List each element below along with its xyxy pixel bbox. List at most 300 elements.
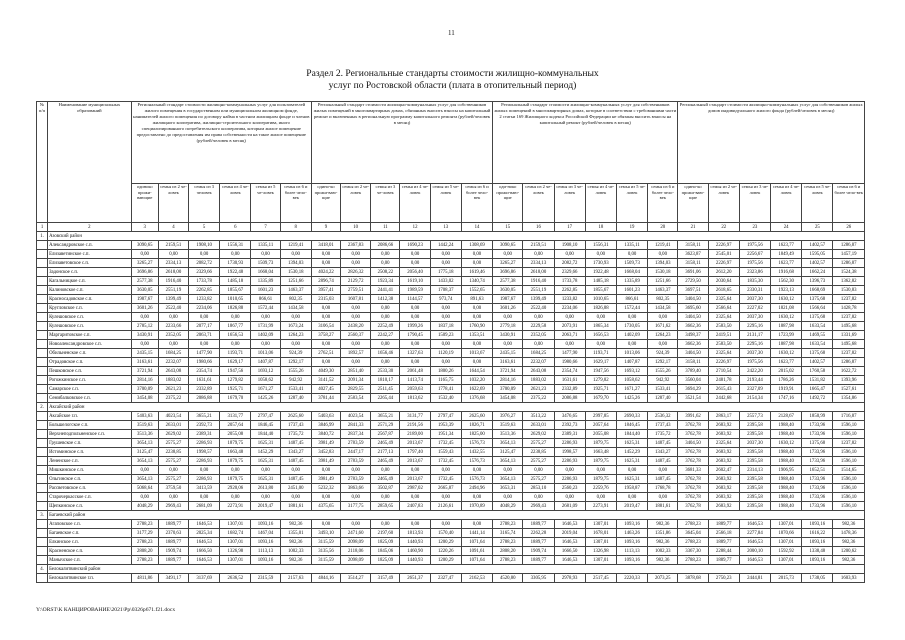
municipality-name: Красненское с.п. [48,547,132,556]
value-cell: 2788,23 [678,556,708,565]
value-cell: 1625,31 [251,439,280,448]
value-cell: 0,00 [158,466,188,475]
value-cell: 2037,30 [739,295,770,304]
value-cell: 3762,78 [678,475,708,484]
value-cell: 1596,10 [833,430,865,439]
value-cell: 1233,82 [554,295,585,304]
value-cell: 0,00 [251,250,280,259]
row-number-cell [37,295,48,304]
row-number-cell [37,529,48,538]
value-cell: 2575,27 [523,439,554,448]
municipality-name: Кулешовское с.п. [48,313,132,322]
value-cell: 1576,73 [461,475,492,484]
value-cell: 2629,02 [523,430,554,439]
value-cell: 0,00 [311,259,340,268]
value-cell: 1220,26 [430,547,461,556]
value-cell: 1947,56 [585,367,616,376]
value-cell: 2566,64 [708,304,739,313]
value-cell: 1625,31 [251,475,280,484]
value-cell: 2683,92 [708,475,739,484]
value-cell: 1855,67 [585,286,616,295]
value-cell: 1375,68 [802,295,833,304]
value-cell: 2575,27 [523,457,554,466]
value-cell: 2037,30 [739,349,770,358]
table-row [37,547,865,556]
column-number-cell: 20 [648,223,678,232]
value-cell: 0,00 [554,340,585,349]
municipality-name: Агаповское с.п. [48,520,132,529]
header-group-4: Региональный стандарт стоимости жилищно-коммунальных услуг для собственников жилых домов индивидуального жилого фонда (рублей/человек в месяц) [678,102,865,184]
value-cell: 4023,54 [341,412,371,421]
table-row [37,268,865,277]
value-cell: 1837,18 [430,322,461,331]
value-cell: 1732,45 [430,475,461,484]
value-cell: 1595,05 [802,250,833,259]
value-cell: 1487,45 [280,457,311,466]
value-cell: 1514,65 [833,466,865,475]
subheader-cell: семья из 4 че-ловек [585,184,616,223]
value-cell: 2118,06 [341,547,371,556]
value-cell: 2465,49 [371,475,400,484]
value-cell: 1307,01 [771,538,802,547]
row-number-cell [37,358,48,367]
value-cell: 0,00 [189,493,220,502]
value-cell: 1673,24 [280,322,311,331]
value-cell: 2162,53 [461,574,492,583]
value-cell: 1326,98 [220,547,251,556]
value-cell: 1570,40 [430,529,461,538]
value-cell: 0,00 [341,466,371,475]
value-cell: 1286,87 [833,358,865,367]
value-cell: 3493,10 [311,529,340,538]
value-cell: 1988,40 [771,502,802,511]
value-cell: 1394,03 [280,259,311,268]
value-cell: 3662,36 [678,322,708,331]
value-cell: 2277,84 [739,529,770,538]
value-cell: 2395,58 [739,493,770,502]
value-cell: 1402,57 [802,259,833,268]
value-cell: 0,00 [371,340,400,349]
value-cell: 0,00 [400,493,430,502]
value-cell: 1909,74 [158,547,188,556]
value-cell: 3158,11 [678,259,708,268]
value-cell: 2683,92 [708,430,739,439]
value-cell: 1556,31 [585,241,616,250]
value-cell: 3781,44 [311,394,340,403]
value-cell: 2157,63 [280,574,311,583]
value-cell: 2352,05 [523,331,554,340]
value-cell: 1485,18 [585,277,616,286]
value-cell: 1879,75 [220,475,251,484]
value-cell: 3560,04 [678,376,708,385]
value-cell: 2481,78 [708,376,739,385]
value-cell: 1596,10 [833,448,865,457]
row-number-cell [37,538,48,547]
value-cell: 0,00 [311,313,340,322]
value-cell: 1566,64 [802,304,833,313]
value-cell: 0,00 [430,358,461,367]
value-cell: 2710,54 [708,367,739,376]
row-number-cell [37,304,48,313]
value-cell: 2602,47 [708,466,739,475]
document-title [255,68,650,92]
value-cell: 4844,16 [311,574,340,583]
value-cell: 3305,95 [523,574,554,583]
value-cell: 3654,13 [131,475,158,484]
section-number: 1. [37,232,48,241]
subheader-cell: семья из 4 че-ловек [220,184,251,223]
value-cell: 0,00 [616,313,647,322]
value-cell: 4048,29 [131,502,158,511]
row-number-cell [37,331,48,340]
value-cell: 2863,17 [708,412,739,421]
page-number: 11 [448,29,455,37]
value-cell: 1463,37 [280,286,311,295]
value-cell: 1849,49 [771,250,802,259]
value-cell: 0,00 [430,466,461,475]
table-row [37,358,865,367]
value-cell: 1353,51 [461,331,492,340]
column-number-cell: 3 [131,223,158,232]
value-cell: 1731,99 [251,322,280,331]
footer-file-path: Y:\ORST\K КАНЦИРОВАНИЕ\2021\Pp\0326p671.f21.docx [36,607,176,613]
municipality-name: Аксайское г.п. [48,412,132,421]
value-cell: 1093,16 [802,538,833,547]
value-cell: 2295,16 [739,322,770,331]
value-cell: 1530,18 [648,268,678,277]
value-cell: 1343,27 [280,448,311,457]
value-cell: 3115,59 [311,556,340,565]
value-cell: 1988,40 [771,475,802,484]
value-cell: 1723,99 [771,331,802,340]
value-cell: 1631,61 [554,376,585,385]
value-cell: 2837,34 [341,430,371,439]
value-cell: 3514,27 [341,574,371,583]
value-cell: 1684,25 [158,349,188,358]
value-cell: 1684,25 [523,349,554,358]
value-cell: 1845,06 [371,547,400,556]
value-cell: 3513,36 [131,430,158,439]
value-cell: 2086,88 [189,394,220,403]
value-cell: 2665,87 [430,484,461,493]
value-cell: 1562,30 [771,277,802,286]
value-cell: 0,00 [523,340,554,349]
municipality-name: Семибалковское с.п. [48,394,132,403]
value-cell: 2629,02 [158,430,188,439]
value-cell: 2788,23 [131,556,158,565]
value-cell: 982,36 [280,520,311,529]
section-row [37,403,865,412]
value-cell: 1889,77 [523,538,554,547]
value-cell: 2129,72 [341,277,371,286]
value-cell: 0,00 [280,250,311,259]
value-cell: 1975,56 [739,241,770,250]
table-row [37,394,865,403]
value-cell: 3265,27 [493,259,523,268]
value-cell: 2055,08 [585,430,616,439]
value-cell: 0,00 [371,520,400,529]
value-cell: 3367,30 [678,547,708,556]
value-cell: 2494,96 [461,484,492,493]
value-cell: 3789,40 [678,367,708,376]
value-cell: 1733,96 [802,502,833,511]
value-cell: 1032,20 [461,376,492,385]
value-cell: 1432,55 [461,448,492,457]
value-cell: 2325,64 [708,295,739,304]
value-cell: 0,00 [371,250,400,259]
value-cell: 0,00 [189,466,220,475]
table-row [37,538,865,547]
value-cell: 2536,32 [648,412,678,421]
value-cell: 3721,94 [493,367,523,376]
value-cell: 3165,74 [493,529,523,538]
value-cell: 1887,98 [771,322,802,331]
value-cell: 3404,50 [678,313,708,322]
value-cell: 1889,77 [158,556,188,565]
column-number-cell: 22 [708,223,739,232]
value-cell: 2683,92 [708,448,739,457]
value-cell: 1732,45 [430,457,461,466]
value-cell: 982,36 [648,556,678,565]
header-group-2: Региональный стандарт стоимости жилищно-коммунальных услуг для собственников жилых помещений в многоквартирных домах, обязанных вносить взносы на капитальный ремонт и включенных в региональную программу капитального ремонта (рублей/человек в месяц) [311,102,492,184]
value-cell: 2323,86 [739,268,770,277]
value-cell: 1922,48 [585,268,616,277]
value-cell: 0,00 [585,466,616,475]
value-cell: 1441,14 [461,529,492,538]
table-row [37,430,865,439]
value-cell: 2643,08 [523,367,554,376]
value-cell: 2392,73 [554,421,585,430]
value-cell: 1646,53 [189,538,220,547]
value-cell: 1399,49 [523,295,554,304]
subheader-cell: семья из 3 че-ловек [554,184,585,223]
value-cell: 1919,91 [771,385,802,394]
value-cell: 2451,00 [280,484,311,493]
value-cell: 3762,78 [678,448,708,457]
value-cell: 3645,04 [678,529,708,538]
value-cell: 1093,16 [616,520,647,529]
value-cell: 2978,93 [554,574,585,583]
value-cell: 2082,72 [189,259,220,268]
table-row [37,502,865,511]
value-cell: 1572,44 [251,304,280,313]
value-cell: 924,39 [280,349,311,358]
value-cell: 1286,87 [833,241,865,250]
table-row [37,448,865,457]
value-cell: 1733,96 [802,475,833,484]
value-cell: 0,00 [251,493,280,502]
value-cell: 0,00 [493,466,523,475]
value-cell: 1925,71 [220,385,251,394]
value-cell: 1596,10 [833,457,865,466]
value-cell: 1394,03 [648,259,678,268]
value-cell: 3158,11 [678,241,708,250]
value-cell: 3090,65 [131,241,158,250]
value-cell: 2551,19 [523,286,554,295]
subheader-cell: семья из 4 че-ловек [400,184,430,223]
value-cell: 2783,59 [341,439,371,448]
value-cell: 2633,01 [523,421,554,430]
value-cell: 1492,72 [802,394,833,403]
value-cell: 2073,91 [554,322,585,331]
value-cell: 1335,11 [616,241,647,250]
value-cell: 1477,90 [554,349,585,358]
value-cell: 1442,24 [430,241,461,250]
row-number-cell [37,250,48,259]
value-cell: 1953,39 [430,421,461,430]
value-cell: 1825,00 [461,430,492,439]
municipality-name: Елкинское с.п. [48,538,132,547]
value-cell: 802,35 [280,295,311,304]
value-cell: 0,00 [400,259,430,268]
value-cell: 0,00 [251,313,280,322]
value-cell: 3762,78 [678,502,708,511]
value-cell: 1093,16 [616,556,647,565]
value-cell: 891,63 [461,295,492,304]
value-cell: 1555,26 [648,367,678,376]
subheader-cell: оди-ноко прожи-ваю-щие [493,184,523,223]
value-cell: 0,00 [220,340,251,349]
value-cell: 1010,65 [585,295,616,304]
value-cell: 1375,68 [802,349,833,358]
value-cell: 1663,48 [220,448,251,457]
value-cell: 1881,61 [648,502,678,511]
value-cell: 1630,12 [771,439,802,448]
value-cell: 0,00 [220,313,251,322]
table-row [37,529,865,538]
value-cell: 2019,47 [251,502,280,511]
value-cell: 2560,37 [341,331,371,340]
value-cell: 0,00 [371,466,400,475]
value-cell: 3158,11 [678,358,708,367]
value-cell: 0,00 [616,493,647,502]
row-number-cell [37,385,48,394]
value-cell: 2575,27 [523,475,554,484]
table-row [37,277,865,286]
column-number-cell: 4 [158,223,188,232]
value-cell: 1219,41 [648,241,678,250]
value-cell: 1425,26 [616,394,647,403]
row-number-cell [37,268,48,277]
value-cell: 982,36 [280,538,311,547]
row-number-cell [37,556,48,565]
value-cell: 1656,53 [220,331,251,340]
value-cell: 2242,27 [371,331,400,340]
table-row [37,385,865,394]
value-cell: 1093,16 [802,556,833,565]
value-cell: 1509,73 [616,259,647,268]
value-cell: 2575,27 [158,457,188,466]
value-cell: 2851,40 [341,367,371,376]
municipality-name: Кулешовское с.п. [48,322,132,331]
table-row [37,286,865,295]
value-cell: 1619,10 [400,277,430,286]
value-cell: 1693,12 [616,367,647,376]
value-cell: 1093,16 [251,538,280,547]
value-cell: 0,00 [523,250,554,259]
value-cell: 1879,75 [220,457,251,466]
value-cell: 1113,13 [251,547,280,556]
value-cell: 2354,74 [189,367,220,376]
value-cell: 3519,63 [493,421,523,430]
value-cell: 1889,77 [708,520,739,529]
value-cell: 2013,67 [400,457,430,466]
value-cell: 2575,27 [158,475,188,484]
value-cell: 1737,43 [280,421,311,430]
value-cell: 0,00 [220,250,251,259]
value-cell: 1013,06 [616,349,647,358]
value-cell: 2256,67 [739,250,770,259]
value-cell: 2395,58 [739,421,770,430]
value-cell: 1527,61 [833,385,865,394]
value-cell: 0,00 [616,250,647,259]
value-cell: 1457,19 [833,250,865,259]
value-cell: 1355,01 [280,529,311,538]
municipality-name: Рассветовское с.п. [48,484,132,493]
value-cell: 1601,23 [251,286,280,295]
value-cell: 2000,10 [739,547,770,556]
value-cell: 1351,86 [648,529,678,538]
municipality-name: Истоминское с.п. [48,448,132,457]
value-cell: 1428,78 [833,304,865,313]
value-cell: 973,74 [430,295,461,304]
value-cell: 2465,49 [371,457,400,466]
value-cell: 3141,52 [311,376,340,385]
value-cell: 2375,22 [523,394,554,403]
value-cell: 3404,50 [678,295,708,304]
value-cell: 1237,82 [833,313,865,322]
value-cell: 0,00 [220,466,251,475]
value-cell: 1292,17 [648,358,678,367]
value-cell: 2370,63 [158,529,188,538]
value-cell: 3106,54 [311,322,340,331]
value-cell: 2533,30 [371,367,400,376]
value-cell: 1730,93 [585,259,616,268]
value-cell: 0,00 [251,340,280,349]
value-cell: 2465,49 [371,439,400,448]
table-row [37,304,865,313]
value-cell: 2329,66 [189,268,220,277]
value-cell: 1768,78 [648,484,678,493]
value-cell: 1925,71 [585,385,616,394]
value-cell: 5403,63 [131,412,158,421]
value-cell: 2389,31 [554,430,585,439]
value-cell: 2329,66 [554,268,585,277]
subheader-cell: семья из 3 человек [189,184,220,223]
value-cell: 0,00 [220,493,251,502]
municipality-name: Ольгинское с.п. [48,475,132,484]
value-cell: 2853,10 [523,484,554,493]
value-cell: 1855,67 [220,286,251,295]
value-cell: 2759,51 [341,286,371,295]
table-row [37,466,865,475]
value-cell: 1630,12 [771,313,802,322]
value-cell: 1286,87 [833,259,865,268]
value-cell: 1733,96 [802,457,833,466]
table-row [37,457,865,466]
value-cell: 1844,40 [616,430,647,439]
value-cell: 2226,97 [708,358,739,367]
value-cell: 0,00 [648,493,678,502]
value-cell: 1797,40 [400,448,430,457]
value-cell: 1951,34 [430,430,461,439]
value-cell: 1193,71 [585,349,616,358]
value-cell: 1440,93 [400,538,430,547]
value-cell: 2618,00 [523,268,554,277]
value-cell: 1916,40 [158,277,188,286]
subheader-cell: одино-ко прожи-ваю-щие [678,184,708,223]
value-cell: 2551,19 [158,286,188,295]
